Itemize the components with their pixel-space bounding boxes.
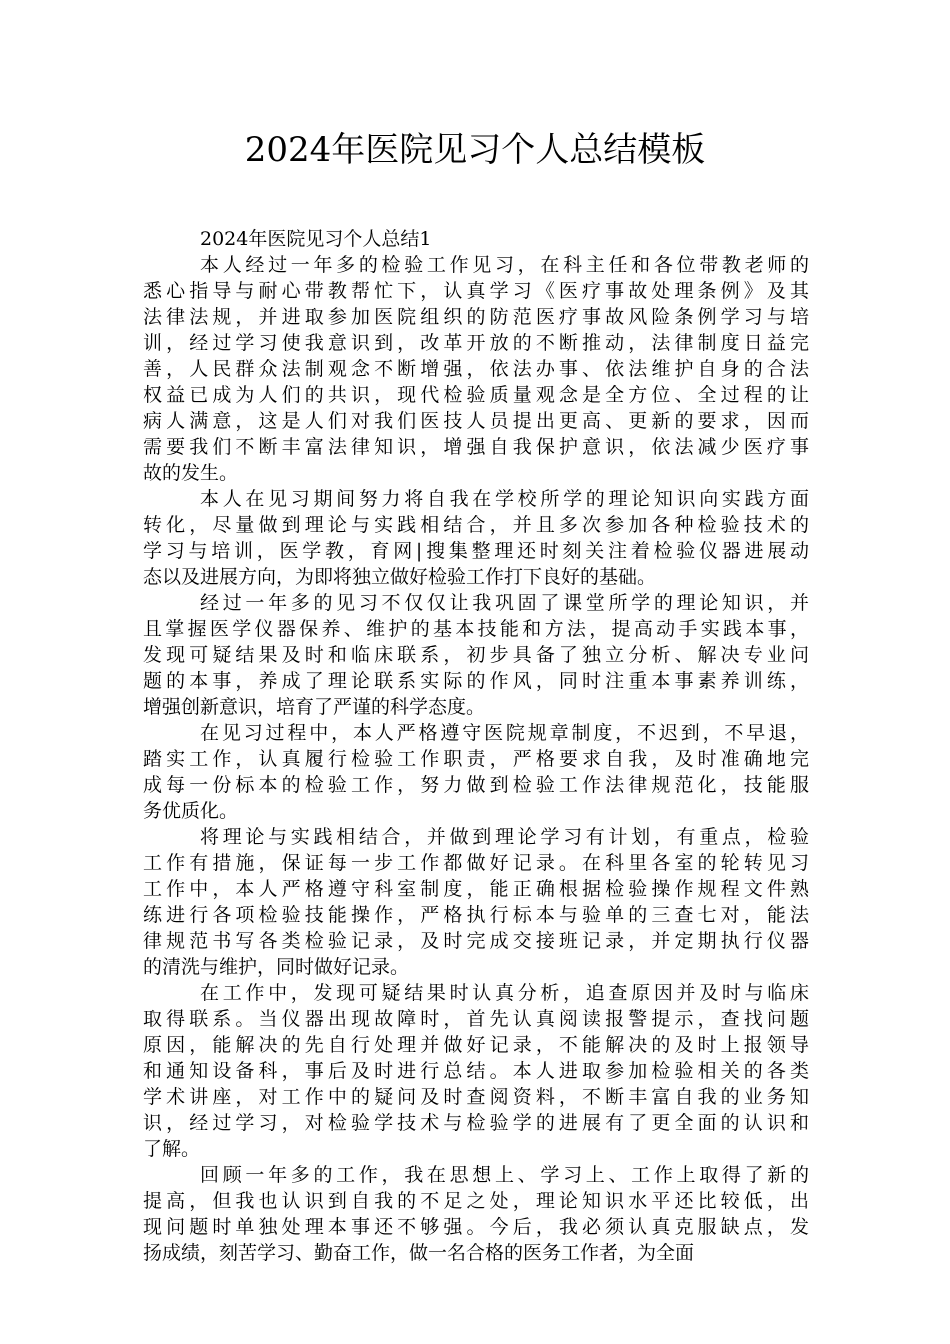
paragraph-line: 需要我们不断丰富法律知识，增强自我保护意识，依法减少医疗事 xyxy=(143,436,809,458)
paragraph-line: 和通知设备科，事后及时进行总结。本人进取参加检验相关的各类 xyxy=(143,1060,809,1082)
paragraph xyxy=(143,590,809,720)
paragraph-line: 且掌握医学仪器保养、维护的基本技能和方法，提高动手实践本事， xyxy=(143,618,809,640)
paragraph-line: 在见习过程中，本人严格遵守医院规章制度，不迟到，不早退， xyxy=(200,722,809,744)
paragraph-line: 学习与培训，医学教，育网|搜集整理还时刻关注着检验仪器进展动 xyxy=(143,540,809,562)
paragraph-line: 工作有措施，保证每一步工作都做好记录。在科里各室的轮转见习 xyxy=(143,852,809,874)
paragraph-line: 踏实工作，认真履行检验工作职责，严格要求自我，及时准确地完 xyxy=(143,748,809,770)
paragraph-line: 的清洗与维护，同时做好记录。 xyxy=(143,956,410,978)
paragraph-line: 故的发生。 xyxy=(143,462,239,484)
paragraph-line: 本人在见习期间努力将自我在学校所学的理论知识向实践方面 xyxy=(200,488,809,510)
paragraph xyxy=(143,720,809,824)
paragraph-line: 题的本事，养成了理论联系实际的作风，同时注重本事素养训练， xyxy=(143,670,809,692)
paragraph-line: 训，经过学习使我意识到，改革开放的不断推动，法律制度日益完 xyxy=(143,332,809,354)
paragraph-line: 成每一份标本的检验工作，努力做到检验工作法律规范化，技能服 xyxy=(143,774,809,796)
paragraph xyxy=(143,486,809,590)
section-heading: 2024年医院见习个人总结1 xyxy=(200,228,432,250)
paragraph-list xyxy=(143,252,809,1266)
paragraph-line: 务优质化。 xyxy=(143,800,239,822)
paragraph-line: 经过一年多的见习不仅仅让我巩固了课堂所学的理论知识，并 xyxy=(200,592,809,614)
document-body xyxy=(143,226,809,1266)
paragraph-line: 扬成绩，刻苦学习、勤奋工作，做一名合格的医务工作者，为全面 xyxy=(143,1242,695,1264)
paragraph xyxy=(143,1162,809,1266)
paragraph-line: 取得联系。当仪器出现故障时，首先认真阅读报警提示，查找问题 xyxy=(143,1008,809,1030)
paragraph-line: 学术讲座，对工作中的疑问及时查阅资料，不断丰富自我的业务知 xyxy=(143,1086,809,1108)
paragraph-line: 练进行各项检验技能操作，严格执行标本与验单的三查七对，能法 xyxy=(143,904,809,926)
paragraph-line: 发现可疑结果及时和临床联系，初步具备了独立分析、解决专业问 xyxy=(143,644,809,666)
paragraph-line: 了解。 xyxy=(143,1138,201,1160)
paragraph-line: 回顾一年多的工作，我在思想上、学习上、工作上取得了新的 xyxy=(200,1164,809,1186)
paragraph-line: 将理论与实践相结合，并做到理论学习有计划，有重点，检验 xyxy=(200,826,809,848)
paragraph-line: 本人经过一年多的检验工作见习，在科主任和各位带教老师的 xyxy=(200,254,809,276)
paragraph xyxy=(143,980,809,1162)
paragraph-line: 律规范书写各类检验记录，及时完成交接班记录，并定期执行仪器 xyxy=(143,930,809,952)
paragraph-line: 善，人民群众法制观念不断增强，依法办事、依法维护自身的合法 xyxy=(143,358,809,380)
paragraph-line: 原因，能解决的先自行处理并做好记录，不能解决的及时上报领导 xyxy=(143,1034,809,1056)
paragraph-line: 法律法规，并进取参加医院组织的防范医疗事故风险条例学习与培 xyxy=(143,306,809,328)
paragraph-line: 识，经过学习，对检验学技术与检验学的进展有了更全面的认识和 xyxy=(143,1112,809,1134)
paragraph-line: 悉心指导与耐心带教帮忙下，认真学习《医疗事故处理条例》及其 xyxy=(143,280,809,302)
paragraph-line: 病人满意，这是人们对我们医技人员提出更高、更新的要求，因而 xyxy=(143,410,809,432)
document-title: 2024年医院见习个人总结模板 xyxy=(244,130,706,170)
paragraph xyxy=(143,824,809,980)
paragraph-line: 权益已成为人们的共识，现代检验质量观念是全方位、全过程的让 xyxy=(143,384,809,406)
paragraph-line: 现问题时单独处理本事还不够强。今后，我必须认真克服缺点，发 xyxy=(143,1216,809,1238)
paragraph-line: 提高，但我也认识到自我的不足之处，理论知识水平还比较低，出 xyxy=(143,1190,809,1212)
paragraph-line: 在工作中，发现可疑结果时认真分析，追查原因并及时与临床 xyxy=(200,982,809,1004)
paragraph-line: 工作中，本人严格遵守科室制度，能正确根据检验操作规程文件熟 xyxy=(143,878,809,900)
paragraph xyxy=(143,252,809,486)
paragraph-line: 态以及进展方向，为即将独立做好检验工作打下良好的基础。 xyxy=(143,566,657,588)
paragraph-line: 增强创新意识，培育了严谨的科学态度。 xyxy=(143,696,486,718)
paragraph-line: 转化，尽量做到理论与实践相结合，并且多次参加各种检验技术的 xyxy=(143,514,809,536)
